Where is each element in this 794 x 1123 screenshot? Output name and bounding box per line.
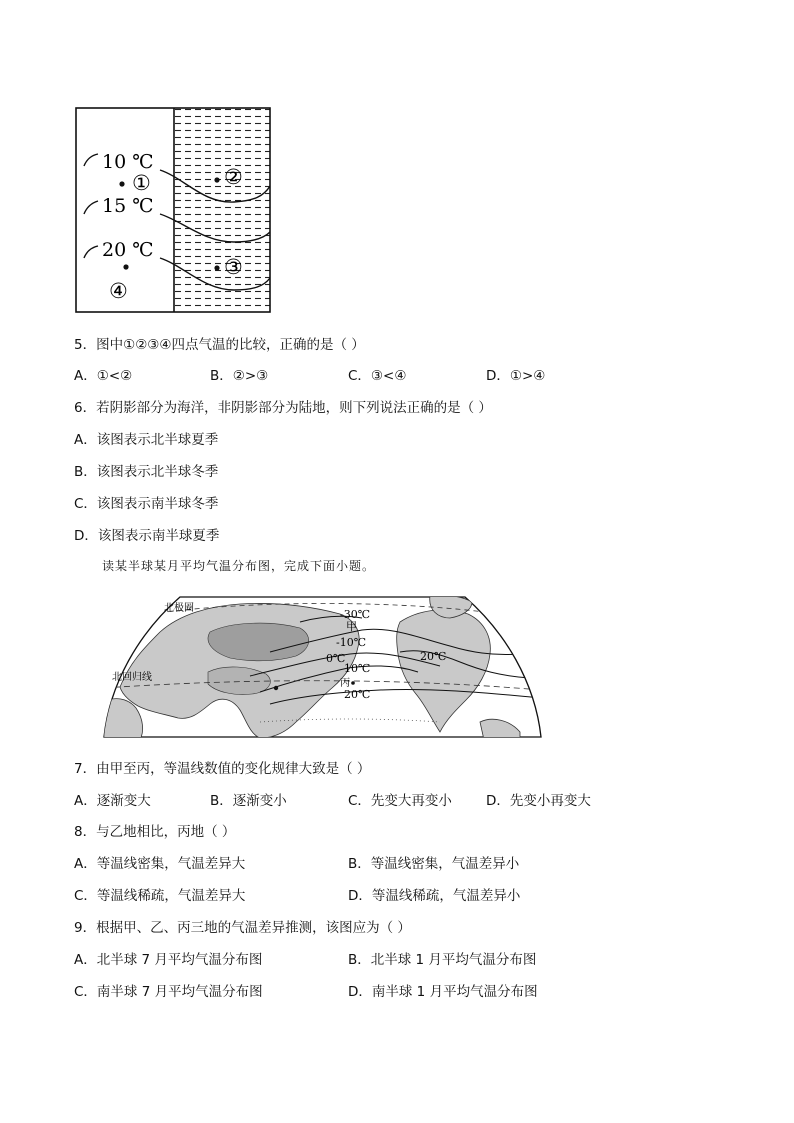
point-3-dot xyxy=(214,265,219,270)
point-1-dot xyxy=(119,181,124,186)
q5-option-d[interactable]: D．①>④ xyxy=(486,368,546,384)
label-bing: 丙 xyxy=(340,678,350,689)
point-bing-dot xyxy=(351,681,355,685)
q9-option-d[interactable]: D．南半球 1 月平均气温分布图 xyxy=(348,984,538,1000)
hemisphere-temperature-map xyxy=(100,592,545,740)
q6-option-d[interactable]: D．该图表示南半球夏季 xyxy=(74,528,220,544)
q9-option-c[interactable]: C．南半球 7 月平均气温分布图 xyxy=(74,984,263,1000)
q9-option-b[interactable]: B．北半球 1 月平均气温分布图 xyxy=(348,952,537,968)
label-iso-20: 20℃ xyxy=(344,688,371,701)
q6-option-c[interactable]: C．该图表示南半球冬季 xyxy=(74,496,219,512)
label-arctic-circle: 北极圈 xyxy=(164,603,194,614)
label-tropic-of-cancer: 北回归线 xyxy=(112,672,152,683)
q7-option-a[interactable]: A．逐渐变大 xyxy=(74,793,151,809)
q8-option-d[interactable]: D．等温线稀疏，气温差异小 xyxy=(348,888,521,904)
point-4-dot xyxy=(123,264,128,269)
label-iso-10: 10℃ xyxy=(344,662,371,675)
q6-option-b[interactable]: B．该图表示北半球冬季 xyxy=(74,464,219,480)
q7-option-b[interactable]: B．逐渐变小 xyxy=(210,793,287,809)
sea-area xyxy=(174,108,270,312)
label-iso-0: 0℃ xyxy=(326,652,346,665)
q8-option-a[interactable]: A．等温线密集，气温差异大 xyxy=(74,856,246,872)
q7-option-d[interactable]: D．先变小再变大 xyxy=(486,793,591,809)
q8-option-c[interactable]: C．等温线稀疏，气温差异大 xyxy=(74,888,246,904)
label-15c: 15 ℃ xyxy=(102,195,154,217)
q5-option-a[interactable]: A．①<② xyxy=(74,368,133,384)
label-iso-20-east: 20℃ xyxy=(420,650,447,663)
question-8-stem: 8．与乙地相比，丙地（ ） xyxy=(74,824,236,840)
point-yi-dot xyxy=(274,686,278,690)
q6-option-a[interactable]: A．该图表示北半球夏季 xyxy=(74,432,219,448)
q7-option-c[interactable]: C．先变大再变小 xyxy=(348,793,452,809)
section-intro: 读某半球某月平均气温分布图，完成下面小题。 xyxy=(102,559,376,573)
question-5-stem: 5．图中①②③④四点气温的比较，正确的是（ ） xyxy=(74,337,365,353)
point-4-label: ④ xyxy=(109,279,128,303)
point-2-label: ② xyxy=(224,165,243,189)
point-3-label: ③ xyxy=(224,255,243,279)
label-20c: 20 ℃ xyxy=(102,239,154,261)
label-jia: 甲 xyxy=(346,620,357,633)
q5-option-c[interactable]: C．③<④ xyxy=(348,368,407,384)
q8-option-b[interactable]: B．等温线密集，气温差异小 xyxy=(348,856,520,872)
question-9-stem: 9．根据甲、乙、丙三地的气温差异推测，该图应为（ ） xyxy=(74,920,411,936)
q9-option-a[interactable]: A．北半球 7 月平均气温分布图 xyxy=(74,952,263,968)
point-1-label: ① xyxy=(132,171,151,195)
label-10c: 10 ℃ xyxy=(102,151,154,173)
question-7-stem: 7．由甲至丙，等温线数值的变化规律大致是（ ） xyxy=(74,761,371,777)
label-iso-minus30: -30℃ xyxy=(340,608,371,621)
question-6-stem: 6．若阴影部分为海洋，非阴影部分为陆地，则下列说法正确的是（ ） xyxy=(74,400,492,416)
inland-cold-core xyxy=(208,623,309,661)
isotherm-diagram xyxy=(74,106,274,316)
point-2-dot xyxy=(214,177,219,182)
label-iso-minus10: -10℃ xyxy=(336,636,367,649)
q5-option-b[interactable]: B．②>③ xyxy=(210,368,269,384)
